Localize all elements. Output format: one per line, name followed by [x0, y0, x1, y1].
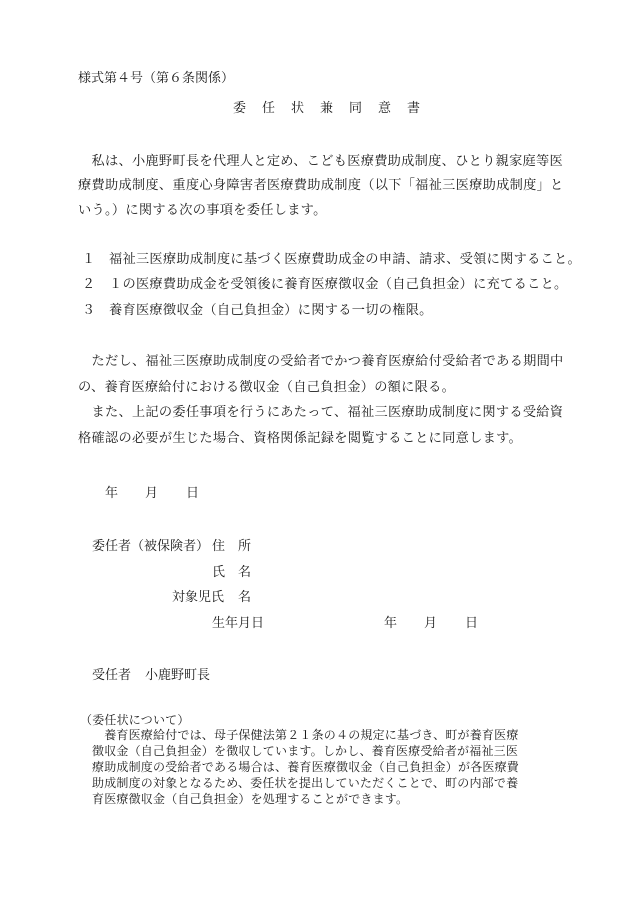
delegatee-label: 受任者: [92, 668, 132, 683]
note-line: 徴収金（自己負担金）を徴収しています。しかし、養育医療受給者が福祉三医: [92, 744, 519, 758]
delegatee-value: 小鹿野町長: [145, 668, 211, 683]
date-year: 年: [105, 486, 119, 501]
form-label: 様式第４号（第６条関係）: [78, 71, 235, 86]
birth-day: 日: [465, 616, 479, 631]
proviso-line: 格確認の必要が生じた場合、資格関係記録を閲覧することに同意します。: [78, 431, 523, 446]
document-title: 委 任 状 兼 同 意 書: [233, 101, 422, 116]
proviso-line: ただし、福祉三医療助成制度の受給者でかつ養育医療給付受給者である期間中: [78, 354, 564, 369]
child-name-suffix: 名: [238, 590, 252, 605]
name-label: 氏 名: [212, 565, 252, 580]
birthdate-label: 生年月日: [212, 616, 265, 631]
address-label: 住 所: [212, 539, 252, 554]
note-line: 療助成制度の受給者である場合は、養育医療徴収金（自己負担金）が各医療費: [92, 760, 520, 774]
note-line: 助成制度の対象となるため、委任状を提出していただくことで、町の内部で養: [92, 776, 519, 790]
date-month: 月: [145, 486, 159, 501]
intro-line: いう。）に関する次の事項を委任します。: [78, 203, 327, 218]
proviso-line: の、養育医療給付における徴収金（自己負担金）の額に限る。: [78, 380, 456, 395]
birth-month: 月: [424, 616, 438, 631]
delegation-item: ３ 養育医療徴収金（自己負担金）に関する一切の権限。: [82, 303, 433, 318]
note-heading: （委任状について）: [80, 713, 190, 727]
date-day: 日: [186, 486, 200, 501]
birth-year: 年: [384, 616, 398, 631]
note-line: 育医療徴収金（自己負担金）を処理することができます。: [92, 792, 409, 806]
delegator-label: 委任者（被保険者）: [92, 539, 210, 554]
child-name-label: 対象児氏: [172, 590, 225, 605]
delegation-item: １ 福祉三医療助成制度に基づく医療費助成金の申請、請求、受領に関すること。: [82, 252, 582, 267]
note-line: 養育医療給付では、母子保健法第２１条の４の規定に基づき、町が養育医療: [92, 728, 519, 742]
intro-line: 私は、小鹿野町長を代理人と定め、こども医療費助成制度、ひとり親家庭等医: [78, 154, 564, 169]
intro-line: 療費助成制度、重度心身障害者医療費助成制度（以下「福祉三医療助成制度」と: [78, 178, 564, 193]
delegation-item: ２ １の医療費助成金を受領後に養育医療徴収金（自己負担金）に充てること。: [82, 277, 568, 292]
proviso-line: また、上記の委任事項を行うにあたって、福祉三医療助成制度に関する受給資: [78, 405, 564, 420]
